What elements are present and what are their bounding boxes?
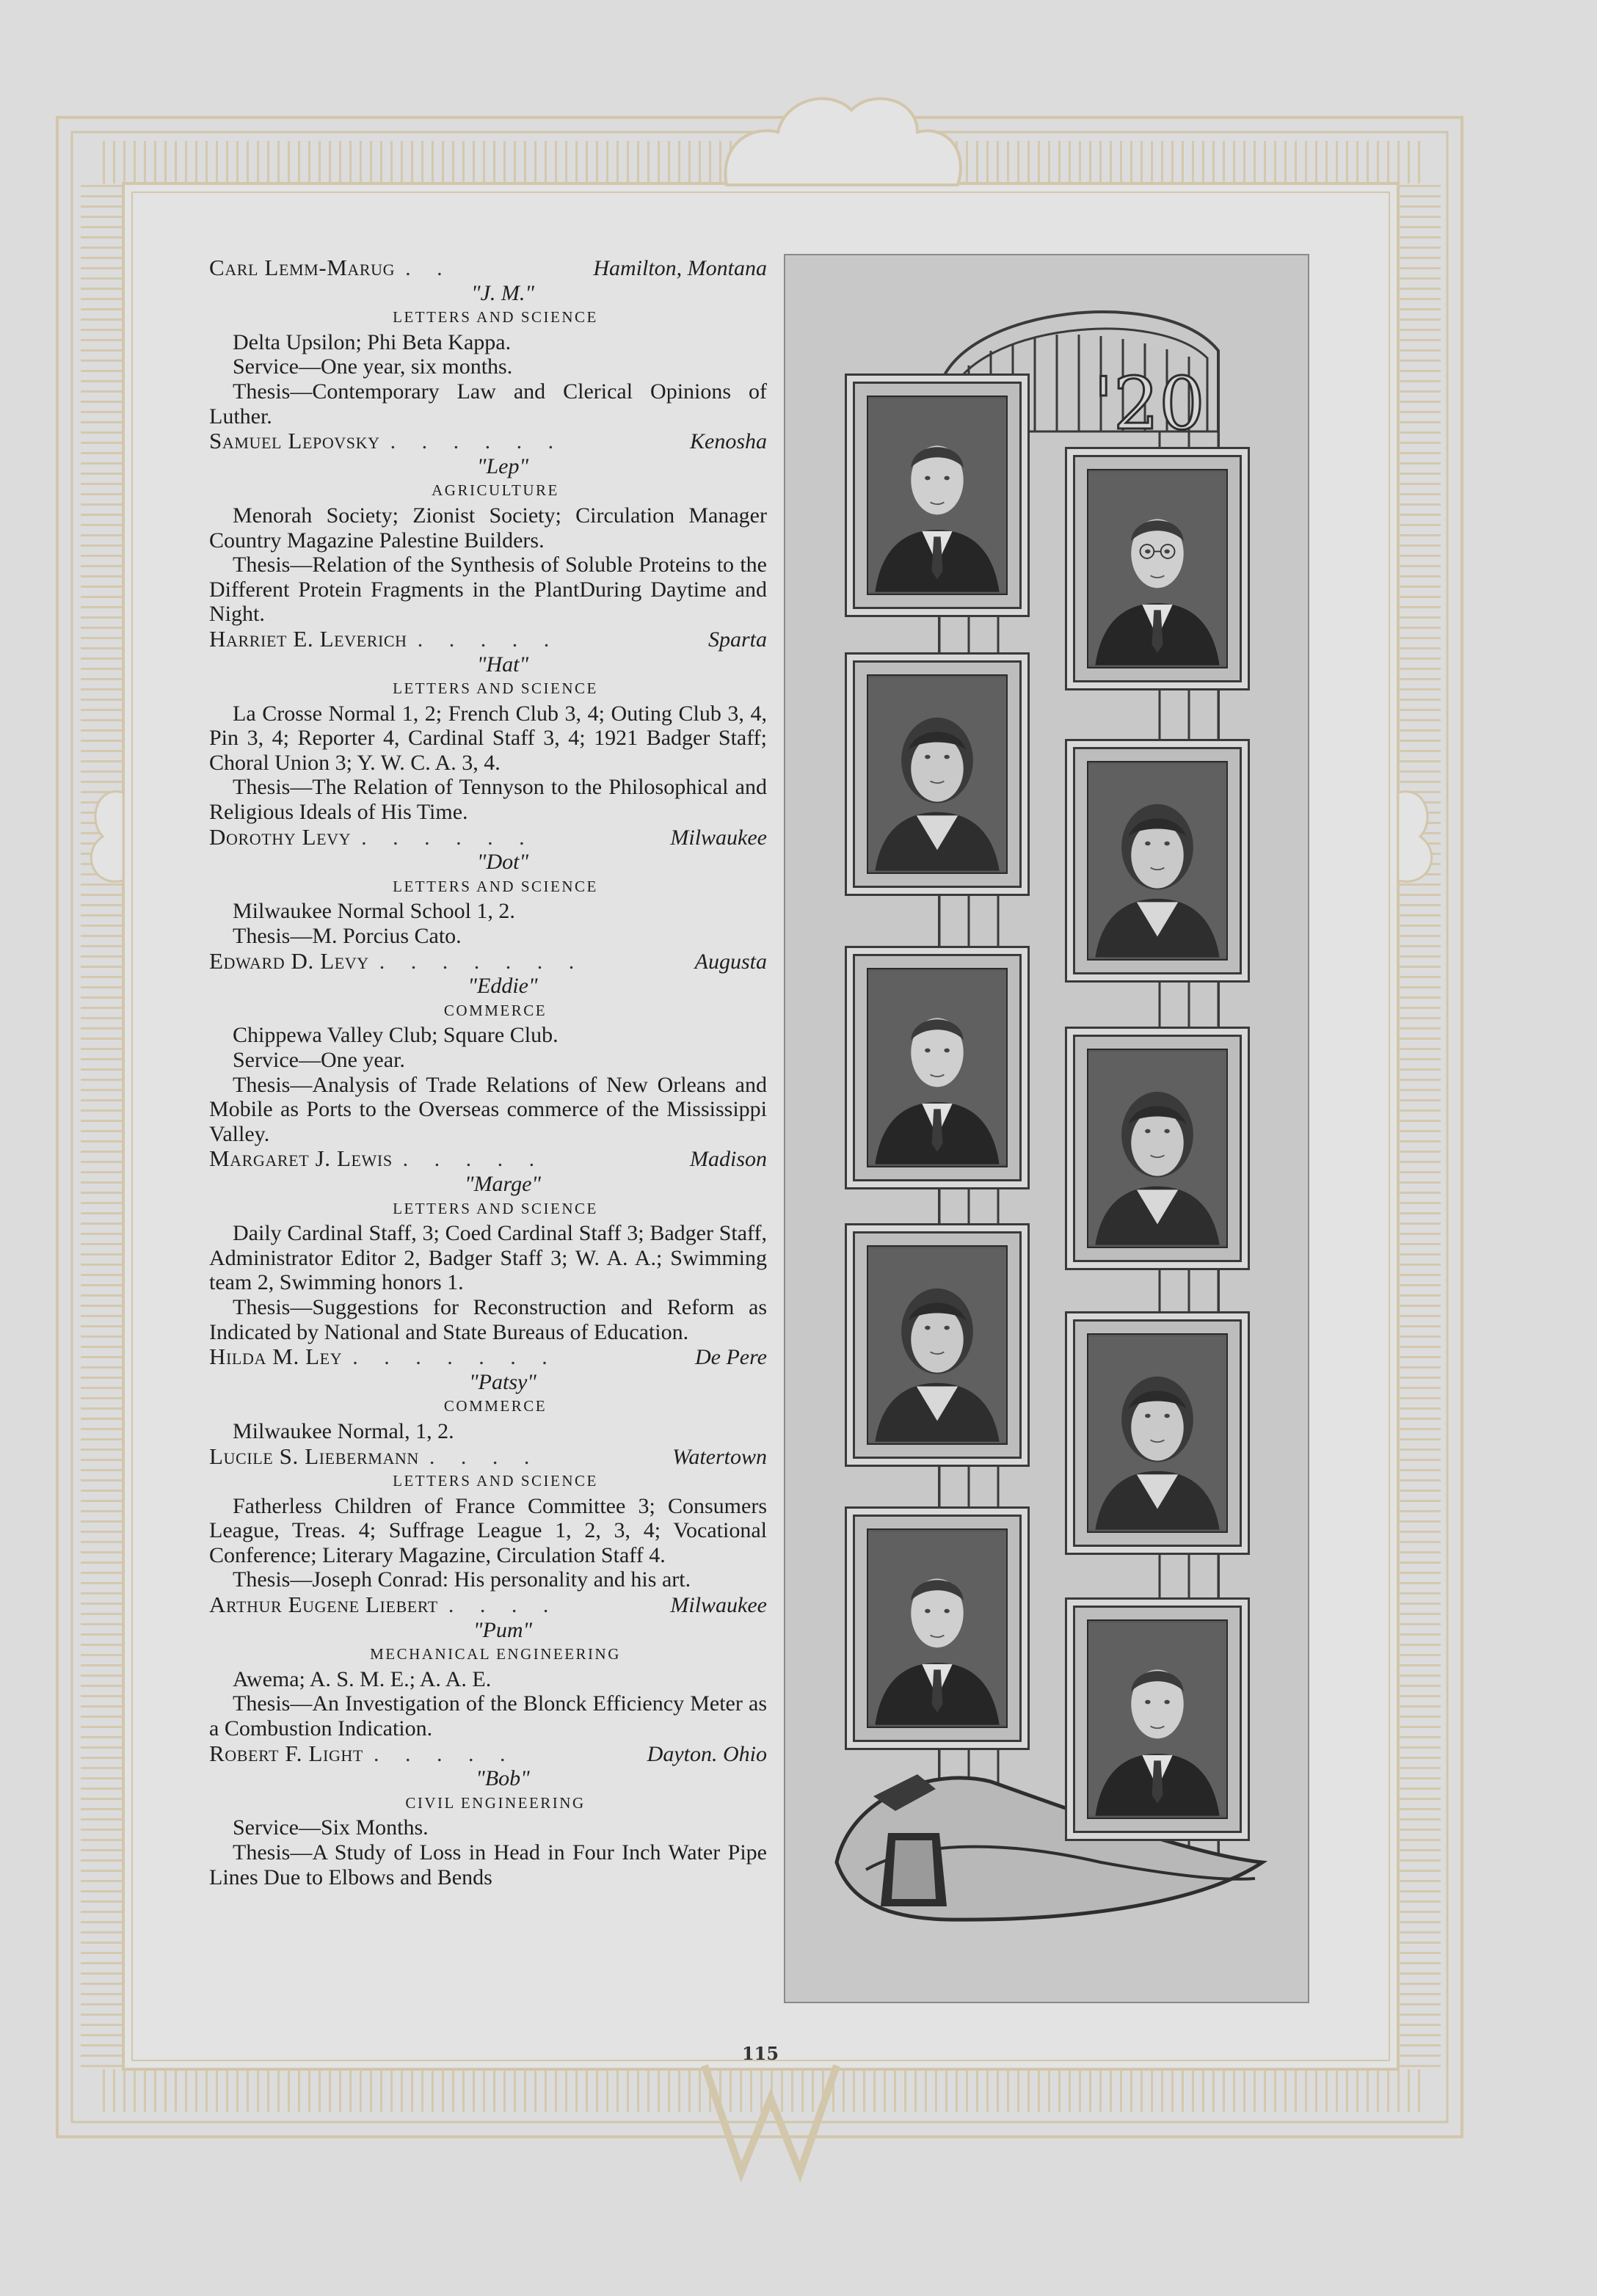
activity-paragraph: Milwaukee Normal, 1, 2. xyxy=(233,1418,454,1443)
biography-entry xyxy=(209,825,767,949)
hometown: Augusta xyxy=(694,949,767,974)
portrait-image xyxy=(867,674,1008,874)
hometown: Watertown xyxy=(672,1444,767,1469)
nickname: "Pum" xyxy=(473,1617,533,1642)
hometown: Milwaukee xyxy=(670,825,767,850)
activity-paragraph: Thesis—The Relation of Tennyson to the Philosophical and Religious Ideals of His Time. xyxy=(209,775,767,825)
leader-dots: . . xyxy=(405,256,453,280)
college-name: LETTERS AND SCIENCE xyxy=(393,1199,598,1217)
activity-paragraph: Milwaukee Normal School 1, 2. xyxy=(233,899,515,924)
portrait-image xyxy=(867,396,1008,595)
college-name: LETTERS AND SCIENCE xyxy=(393,877,598,895)
college-name: CIVIL ENGINEERING xyxy=(405,1793,586,1812)
activity-paragraph: Thesis—Relation of the Synthesis of Soluble Proteins to the Different Protein Fragments in the PlantDuring Daytime and Night. xyxy=(209,553,767,627)
portrait-photo xyxy=(1073,1319,1242,1547)
activity-paragraph: Menorah Society; Zionist Society; Circulation Manager Country Magazine Palestine Builders. xyxy=(209,503,767,553)
college-name: AGRICULTURE xyxy=(432,481,559,500)
entry-header xyxy=(209,1444,767,1470)
biography-entry xyxy=(209,1344,767,1443)
biography-entry xyxy=(209,1444,767,1593)
activity-paragraph: Thesis—Suggestions for Reconstruction and Reform as Indicated by National and State Bureaus of Education. xyxy=(209,1294,767,1344)
leader-dots: . . . . . . . xyxy=(379,949,585,974)
leader-dots: . . . . . . xyxy=(361,825,535,850)
portrait-panel xyxy=(784,254,1309,2003)
biography-entry xyxy=(209,1146,767,1344)
activity-paragraph: Service—One year, six months. xyxy=(233,354,513,379)
portrait-image xyxy=(1087,1049,1228,1248)
portrait-photo xyxy=(853,954,1022,1181)
nickname: "Marge" xyxy=(464,1171,542,1196)
activity-paragraph: Awema; A. S. M. E.; A. A. E. xyxy=(233,1666,492,1691)
college-name: LETTERS AND SCIENCE xyxy=(393,308,598,327)
nickname: "Hat" xyxy=(476,652,529,677)
nickname: "J. M." xyxy=(470,280,534,305)
activity-paragraph: Thesis—A Study of Loss in Head in Four Inch Water Pipe Lines Due to Elbows and Bends xyxy=(209,1840,767,1889)
leader-dots: . . . . . xyxy=(373,1741,516,1766)
activity-paragraph: Thesis—M. Porcius Cato. xyxy=(233,924,462,949)
hometown: Sparta xyxy=(707,627,767,652)
nickname: "Bob" xyxy=(476,1766,530,1791)
entry-header xyxy=(209,1146,767,1172)
portrait-image xyxy=(1087,1333,1228,1533)
page-number: 115 xyxy=(741,2043,779,2064)
activity-paragraph: Chippewa Valley Club; Square Club. xyxy=(233,1023,559,1048)
portrait-photo xyxy=(1073,1035,1242,1262)
hometown: Milwaukee xyxy=(670,1593,767,1618)
entry-header xyxy=(209,627,767,652)
entry-header xyxy=(209,825,767,850)
college-name: MECHANICAL ENGINEERING xyxy=(370,1645,621,1663)
biography-entry xyxy=(209,1741,767,1890)
student-name: Samuel Lepovsky xyxy=(209,428,380,454)
activity-paragraph: Thesis—Joseph Conrad: His personality and his art. xyxy=(233,1567,691,1592)
portrait-image xyxy=(867,1528,1008,1728)
class-year-mark: '20 xyxy=(1094,362,1205,446)
nickname: "Eddie" xyxy=(468,974,538,999)
student-name: Robert F. Light xyxy=(209,1740,363,1766)
activity-paragraph: Thesis—Analysis of Trade Relations of New Orleans and Mobile as Ports to the Overseas commerce of the Mississippi Valley. xyxy=(209,1072,767,1146)
entry-header xyxy=(209,1344,767,1370)
entry-header xyxy=(209,429,767,454)
biographies-column xyxy=(209,255,767,1889)
college-name: LETTERS AND SCIENCE xyxy=(393,1472,598,1490)
hometown: Dayton. Ohio xyxy=(647,1741,767,1766)
student-name: Edward D. Levy xyxy=(209,947,369,974)
student-name: Lucile S. Liebermann xyxy=(209,1443,419,1469)
portrait-photo xyxy=(853,382,1022,609)
activity-paragraph: Service—One year. xyxy=(233,1048,405,1072)
activity-paragraph: Thesis—Contemporary Law and Clerical Opinions of Luther. xyxy=(209,379,767,429)
portrait-photo xyxy=(853,1231,1022,1459)
student-name: Dorothy Levy xyxy=(209,823,352,850)
portrait-image xyxy=(1087,1619,1228,1819)
entry-header xyxy=(209,1741,767,1767)
student-name: Margaret J. Lewis xyxy=(209,1145,393,1172)
student-name: Harriet E. Leverich xyxy=(209,625,407,652)
portrait-image xyxy=(1087,761,1228,961)
activity-paragraph: Fatherless Children of France Committee 3; Consumers League, Treas. 4; Suffrage League 1, 2, 3, 4; Vocational Conference; Literary Magazine, Circulation Staff 4. xyxy=(209,1493,767,1567)
leader-dots: . . . . xyxy=(448,1593,559,1618)
leader-dots: . . . . . . . xyxy=(352,1345,558,1370)
leader-dots: . . . . . xyxy=(402,1147,545,1172)
activity-paragraph: Delta Upsilon; Phi Beta Kappa. xyxy=(233,329,512,354)
student-name: Carl Lemm-Marug xyxy=(209,255,396,280)
portrait-photo xyxy=(853,1515,1022,1742)
nickname: "Lep" xyxy=(476,453,529,478)
biography-entry xyxy=(209,949,767,1147)
nickname: "Patsy" xyxy=(469,1369,536,1394)
activity-paragraph: Daily Cardinal Staff, 3; Coed Cardinal Staff 3; Badger Staff, Administrator Editor 2, Badger Staff 3; W. A. A.; Swimming team 2, Swimming honors 1. xyxy=(209,1221,767,1295)
portrait-image xyxy=(867,968,1008,1167)
portrait-photo xyxy=(1073,747,1242,974)
hometown: Hamilton, Montana xyxy=(593,256,767,280)
student-name: Hilda M. Ley xyxy=(209,1344,343,1370)
biography-entry xyxy=(209,255,767,429)
entry-header xyxy=(209,1592,767,1618)
portrait-image xyxy=(1087,469,1228,668)
activity-paragraph: Service—Six Months. xyxy=(233,1815,429,1840)
portrait-photo xyxy=(1073,455,1242,682)
college-name: COMMERCE xyxy=(443,1001,548,1019)
biography-entry xyxy=(209,627,767,825)
entry-header xyxy=(209,949,767,974)
portrait-photo xyxy=(853,660,1022,888)
college-name: LETTERS AND SCIENCE xyxy=(393,679,598,698)
activity-paragraph: La Crosse Normal 1, 2; French Club 3, 4; Outing Club 3, 4, Pin 3, 4; Reporter 4, Cardinal Staff 3, 4; 1921 Badger Staff; Choral Union 3; Y. W. C. A. 3, 4. xyxy=(209,701,767,775)
college-name: COMMERCE xyxy=(443,1397,548,1415)
portrait-image xyxy=(867,1245,1008,1445)
nickname: "Dot" xyxy=(476,850,529,875)
hometown: De Pere xyxy=(695,1345,767,1370)
entry-header xyxy=(209,255,767,281)
biography-entry xyxy=(209,1592,767,1741)
leader-dots: . . . . xyxy=(429,1444,540,1469)
leader-dots: . . . . . . xyxy=(390,429,564,454)
leader-dots: . . . . . xyxy=(417,627,560,652)
hometown: Madison xyxy=(690,1147,767,1172)
portrait-photo xyxy=(1073,1606,1242,1833)
hometown: Kenosha xyxy=(690,429,767,454)
student-name: Arthur Eugene Liebert xyxy=(209,1592,438,1618)
activity-paragraph: Thesis—An Investigation of the Blonck Efficiency Meter as a Combustion Indication. xyxy=(209,1691,767,1741)
biography-entry xyxy=(209,429,767,627)
